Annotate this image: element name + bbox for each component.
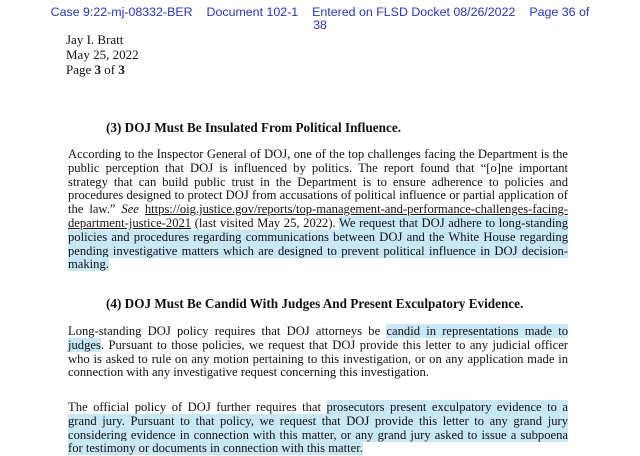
see-citation-signal: See (121, 202, 139, 217)
section-4-heading: (4) DOJ Must Be Candid With Judges And Present Exculpatory Evidence. (106, 296, 524, 311)
section-4-paragraph-2: The official policy of DOJ further requires that prosecutors present exculpatory evidence to a grand jury. Pursuant to that policy, we request that DOJ provide this letter to any grand jury considering evidence in connection with this matter, or any grand jury asked to issue a subpoena for testimony or documents in connection with this matter. (68, 400, 569, 456)
letter-date: May 25, 2022 (66, 47, 139, 62)
stamp-page-total: 38 (313, 18, 327, 32)
addressee-name: Jay I. Bratt (66, 32, 124, 47)
stamp-entered-date: Entered on FLSD Docket 08/26/2022 (312, 5, 516, 19)
stamp-page-label: Page 36 of (529, 5, 590, 19)
stamp-document-number: Document 102-1 (206, 5, 299, 19)
report-link[interactable]: https://oig.justice.gov/reports/top-management-and-performance-challenges-facing-department-justice-2021 (68, 202, 568, 230)
court-filing-stamp (0, 6, 640, 32)
section-3-heading: (3) DOJ Must Be Insulated From Political Influence. (106, 120, 401, 135)
highlighted-exculpatory: prosecutors present exculpatory evidence to a grand jury. Pursuant to that policy, we request that DOJ provide this letter to any grand jury considering evidence in connection with this matter, or any grand jury asked to issue a subpoena for testimony or documents in connection with this matter. (68, 400, 569, 456)
page-indicator: Page 3 of 3 (66, 62, 125, 77)
letter-header (66, 32, 139, 77)
highlighted-request: We request that DOJ adhere to long-standing policies and procedures regarding communications between DOJ and the White House regarding pending investigative matters which are designed to prevent political influence in DOJ decision-making. (68, 215, 568, 272)
section-4-paragraph-1: Long-standing DOJ policy requires that DOJ attorneys be candid in representations made to judges. Pursuant to those policies, we request that DOJ provide this letter to any judicial officer who is asked to rule on any motion pertaining to this investigation, or on any application made in connection with any investigative request concerning this investigation. (68, 324, 568, 380)
stamp-case-number: Case 9:22-mj-08332-BER (50, 5, 193, 19)
highlighted-candid: candid in representations made to judges (68, 324, 568, 352)
section-3-paragraph: According to the Inspector General of DOJ, one of the top challenges facing the Department is the public perception that DOJ is influenced by politics. The report found that “[o]ne important strategy that can build public trust in the Department is to ensure adherence to policies and procedures designed to protect DOJ from accusations of political influence or partial application of the law.” See https://oig.justice.gov/reports/top-management-and-performance-challenges-facing-department-justice-2021 (last visited May 25, 2022). We request that DOJ adhere to long-standing policies and procedures regarding communications between DOJ and the White House regarding pending investigative matters which are designed to prevent political influence in DOJ decision-making. (68, 147, 568, 272)
